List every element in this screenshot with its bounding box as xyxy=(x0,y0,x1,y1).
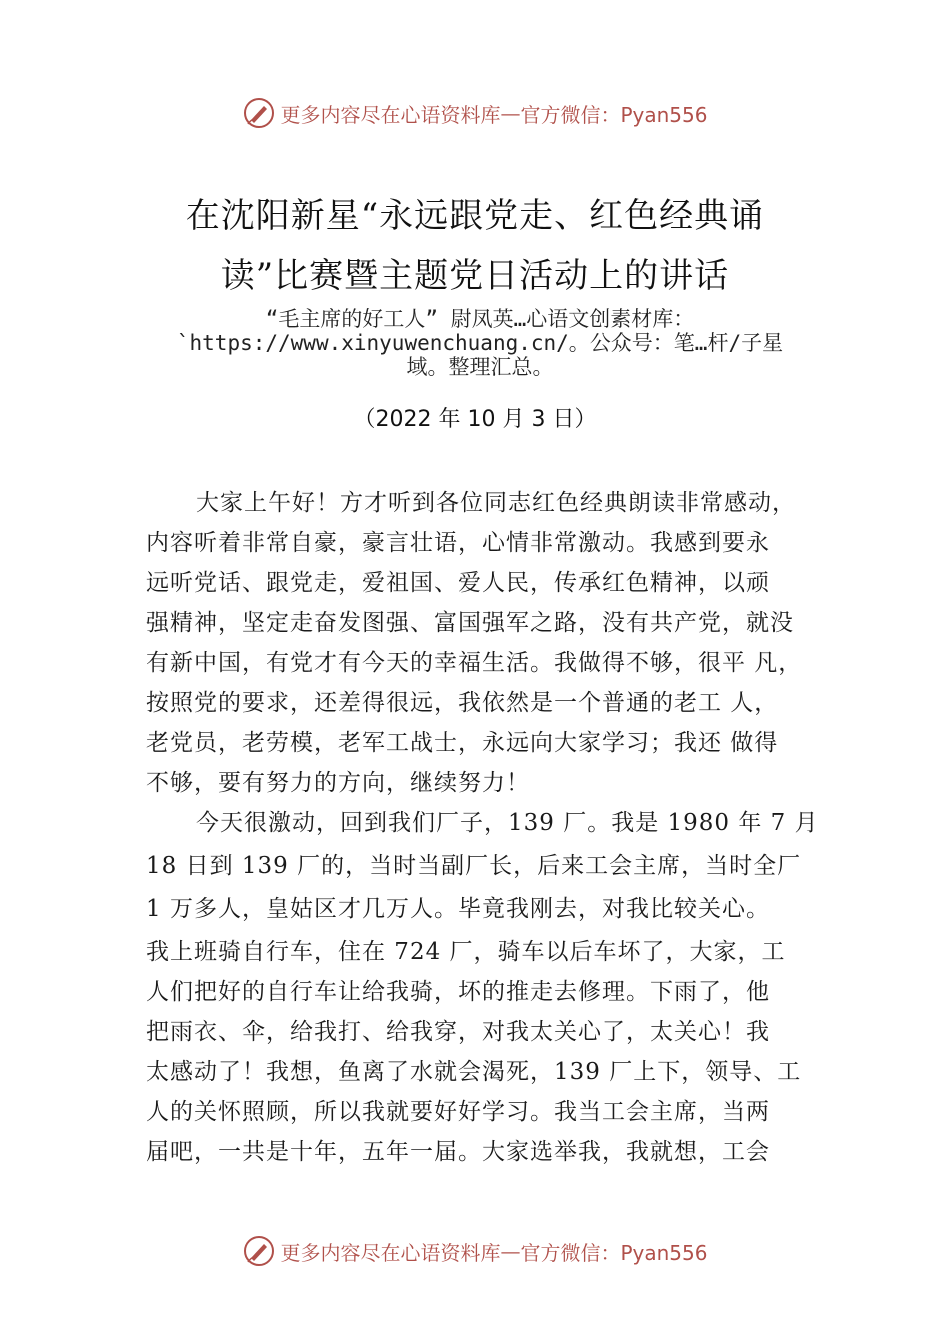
byline-line-1: “毛主席的好工人” 尉凤英…心语文创素材库： xyxy=(265,307,695,331)
body-line: 不够，要有努力的方向，继续努力！ xyxy=(146,770,530,796)
body-line: 太感动了！我想，鱼离了水就会渴死，139 厂上下，领导、工 xyxy=(146,1059,802,1085)
body-line: 强精神，坚定走奋发图强、富国强军之路，没有共产党，就没 xyxy=(146,610,794,636)
banner-separator: — xyxy=(500,101,521,125)
banner-text: 更多内容尽在心语资料库 xyxy=(280,1240,501,1265)
logo-icon xyxy=(242,1234,276,1268)
body-line: 大家上午好！方才听到各位同志红色经典朗读非常感动， xyxy=(196,490,796,516)
doc-title-line-1: 在沈阳新星“永远跟党走、红色经典诵 xyxy=(185,196,765,236)
banner-wechat: 官方微信：Pyan556 xyxy=(520,1240,708,1265)
logo-icon xyxy=(242,96,276,130)
body-line: 按照党的要求，还差得很远，我依然是一个普通的老工 人， xyxy=(146,690,779,716)
banner-text: 更多内容尽在心语资料库 xyxy=(280,102,501,127)
body-line: 内容听着非常自豪，豪言壮语，心情非常激动。我感到要永 xyxy=(146,530,770,556)
body-line: 18 日到 139 厂的，当时当副厂长，后来工会主席，当时全厂 xyxy=(146,853,802,879)
body-line: 届吧，一共是十年，五年一届。大家选举我，我就想，工会 xyxy=(146,1139,770,1165)
body-line: 把雨衣、伞，给我打、给我穿，对我太关心了，太关心！我 xyxy=(146,1019,770,1045)
byline-line-3: 域。整理汇总。 xyxy=(406,355,554,379)
body-line: 老党员，老劳模，老军工战士，永远向大家学习；我还 做得 xyxy=(146,730,779,756)
body-line: 人们把好的自行车让给我骑，坏的推走去修理。下雨了，他 xyxy=(146,979,770,1005)
body-line: 1 万多人，皇姑区才几万人。毕竟我刚去，对我比较关心。 xyxy=(146,896,770,922)
body-line: 人的关怀照顾，所以我就要好好学习。我当工会主席，当两 xyxy=(146,1099,770,1125)
body-line: 我上班骑自行车，住在 724 厂，骑车以后车坏了，大家，工 xyxy=(146,939,786,965)
banner-wechat: 官方微信：Pyan556 xyxy=(520,102,708,127)
body-line: 有新中国，有党才有今天的幸福生活。我做得不够，很平 凡， xyxy=(146,650,803,676)
body-line: 今天很激动，回到我们厂子，139 厂。我是 1980 年 7 月 xyxy=(196,810,819,836)
byline-line-2: `https://www.xinyuwenchuang.cn/。公众号：笔…杆/子星 xyxy=(176,331,784,355)
doc-title-line-2: 读”比赛暨主题党日活动上的讲话 xyxy=(220,256,730,296)
doc-date: （2022 年 10 月 3 日） xyxy=(353,407,597,432)
header-banner xyxy=(0,96,950,130)
banner-separator: — xyxy=(500,1239,521,1263)
footer-banner xyxy=(0,1234,950,1268)
body-line: 远听党话、跟党走，爱祖国、爱人民，传承红色精神，以顽 xyxy=(146,570,770,596)
